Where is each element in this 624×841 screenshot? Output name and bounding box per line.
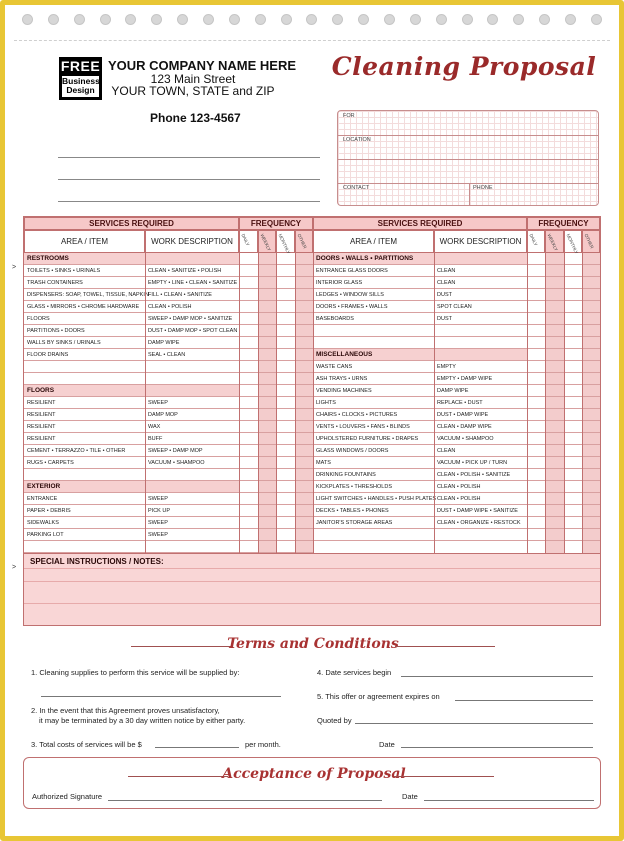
work-description-cell: REPLACE • DUST <box>437 399 483 406</box>
area-item-cell: FLOOR DRAINS <box>27 351 69 358</box>
area-item-cell: RESILIENT <box>27 435 56 442</box>
hole <box>384 14 395 25</box>
section-header-row <box>24 253 239 265</box>
left-services-required-header: SERVICES REQUIRED <box>24 217 239 230</box>
work-description-cell: SEAL • CLEAN <box>148 351 186 358</box>
area-item-cell: ASH TRAYS • URNS <box>316 375 368 382</box>
area-item-cell: PAPER • DEBRIS <box>27 507 71 514</box>
area-item-cell: TOILETS • SINKS • URINALS <box>27 267 101 274</box>
work-description-cell: DUST • DAMP MOP • SPOT CLEAN <box>148 327 238 334</box>
left-column-divider <box>145 253 146 553</box>
note-line <box>24 581 600 582</box>
area-item-cell: RESILIENT <box>27 399 56 406</box>
work-description-cell: DAMP WIPE <box>148 339 180 346</box>
table-row[interactable] <box>24 421 239 433</box>
table-row[interactable] <box>313 493 527 505</box>
right-area-item-header: AREA / ITEM <box>313 230 434 253</box>
table-row[interactable] <box>313 469 527 481</box>
section-header-row <box>313 253 527 265</box>
table-row[interactable] <box>313 265 527 277</box>
work-description-cell: CLEAN <box>437 279 456 286</box>
work-description-cell: DAMP WIPE <box>437 387 469 394</box>
hole <box>487 14 498 25</box>
divider <box>338 159 598 160</box>
table-row[interactable] <box>24 349 239 361</box>
section-header-row <box>24 385 239 397</box>
hole <box>332 14 343 25</box>
table-row[interactable] <box>24 541 239 553</box>
table-row[interactable] <box>313 529 527 541</box>
hole <box>255 14 266 25</box>
authorized-signature-label: Authorized Signature <box>32 792 103 801</box>
area-item-cell: INTERIOR GLASS <box>316 279 363 286</box>
company-phone: Phone 123-4567 <box>150 111 241 125</box>
supplies-field[interactable] <box>41 696 281 697</box>
form-title: Cleaning Proposal <box>331 52 597 81</box>
table-row[interactable] <box>24 337 239 349</box>
right-freq-label: DAILY <box>528 233 539 247</box>
total-cost-field[interactable] <box>155 747 239 748</box>
left-work-description-header: WORK DESCRIPTION <box>145 230 239 253</box>
right-column-divider <box>434 253 435 553</box>
area-item-cell: RESILIENT <box>27 411 56 418</box>
left-freq-label: DAILY <box>240 233 251 247</box>
right-freq-label: OTHER <box>583 233 595 250</box>
blank-line[interactable] <box>58 201 320 202</box>
phone-label: PHONE <box>473 185 493 191</box>
quoted-by-field[interactable] <box>355 723 593 724</box>
table-row[interactable] <box>313 433 527 445</box>
hole <box>565 14 576 25</box>
table-row[interactable] <box>313 277 527 289</box>
area-item-cell: TRASH CONTAINERS <box>27 279 83 286</box>
logo-line1: Business <box>62 76 100 86</box>
hole <box>203 14 214 25</box>
table-row[interactable] <box>313 409 527 421</box>
section-header-row <box>313 349 527 361</box>
work-description-cell: CLEAN • SANITIZE • POLISH <box>148 267 222 274</box>
acceptance-date-label: Date <box>402 792 418 801</box>
right-freq-label: MONTHLY <box>564 233 579 255</box>
work-description-cell: CLEAN • POLISH <box>148 303 192 310</box>
area-item-cell: ENTRANCE <box>27 495 58 502</box>
terms-date-label: Date <box>379 740 395 749</box>
terms-item-1: 1. Cleaning supplies to perform this service will be supplied by: <box>31 668 240 677</box>
work-description-cell: SWEEP • DAMP MOP • SANITIZE <box>148 315 233 322</box>
area-item-cell: VENTS • LOUVERS • FANS • BLINDS <box>316 423 410 430</box>
work-description-cell: CLEAN • POLISH • SANITIZE <box>437 471 511 478</box>
area-item-cell: DECKS • TABLES • PHONES <box>316 507 389 514</box>
hole <box>358 14 369 25</box>
acceptance-heading: Acceptance of Proposal <box>222 766 406 782</box>
table-row[interactable] <box>24 325 239 337</box>
work-description-cell: CLEAN • POLISH <box>437 483 481 490</box>
right-freq-label: WEEKLY <box>546 233 560 252</box>
work-description-cell: CLEAN <box>437 447 456 454</box>
customer-info-box <box>337 110 599 206</box>
terms-section <box>23 626 601 752</box>
area-item-cell: WALLS BY SINKS / URINALS <box>27 339 101 346</box>
work-description-cell: BUFF <box>148 435 163 442</box>
work-description-cell: SWEEP <box>148 519 168 526</box>
right-column-divider <box>527 253 528 553</box>
hole <box>436 14 447 25</box>
center-divider <box>313 217 314 553</box>
city-state-zip: YOUR TOWN, STATE and ZIP <box>111 84 275 98</box>
area-item-cell: KICKPLATES • THRESHOLDS <box>316 483 392 490</box>
terms-item-2b: it may be terminated by a 30 day written notice by either party. <box>39 716 246 725</box>
row-marker: > <box>12 264 17 271</box>
right-services-required-header: SERVICES REQUIRED <box>313 217 527 230</box>
hole <box>591 14 602 25</box>
section-title: MISCELLANEOUS <box>316 350 373 358</box>
hole <box>74 14 85 25</box>
table-row[interactable] <box>24 457 239 469</box>
divider <box>338 135 598 136</box>
start-date-field[interactable] <box>401 676 593 677</box>
work-description-cell: VACUUM • SHAMPOO <box>437 435 494 442</box>
table-row[interactable] <box>24 433 239 445</box>
hole <box>151 14 162 25</box>
left-freq-label: WEEKLY <box>258 233 272 252</box>
divider <box>469 183 470 205</box>
blank-line[interactable] <box>58 157 320 158</box>
hole <box>100 14 111 25</box>
company-name: YOUR COMPANY NAME HERE <box>108 58 297 73</box>
work-description-cell: WAX <box>148 423 161 430</box>
ornament-rule <box>131 646 231 647</box>
logo-free-text: FREE <box>60 58 101 74</box>
area-item-cell: VENDING MACHINES <box>316 387 372 394</box>
work-description-cell: CLEAN • DAMP WIPE <box>437 423 492 430</box>
special-instructions-heading: SPECIAL INSTRUCTIONS / NOTES: <box>30 557 164 566</box>
terms-date-field[interactable] <box>401 747 593 748</box>
table-row[interactable] <box>313 337 527 349</box>
table-row[interactable] <box>24 505 239 517</box>
street-address: 123 Main Street <box>150 72 236 86</box>
left-column-divider <box>295 253 296 553</box>
work-description-cell: DUST <box>437 315 452 322</box>
table-row[interactable] <box>24 313 239 325</box>
table-row[interactable] <box>24 265 239 277</box>
area-item-cell: PARKING LOT <box>27 531 64 538</box>
table-row[interactable] <box>313 445 527 457</box>
right-column-divider <box>545 253 546 553</box>
area-item-cell: JANITOR'S STORAGE AREAS <box>316 519 393 526</box>
area-item-cell: BASEBOARDS <box>316 315 354 322</box>
table-row[interactable] <box>313 385 527 397</box>
area-item-cell: DISPENSERS: SOAP, TOWEL, TISSUE, NAPKIN <box>27 291 149 298</box>
note-line <box>24 603 600 604</box>
area-item-cell: SIDEWALKS <box>27 519 59 526</box>
section-title: DOORS • WALLS • PARTITIONS <box>316 254 414 262</box>
right-work-description-header: WORK DESCRIPTION <box>434 230 527 253</box>
for-label: FOR <box>343 113 355 119</box>
table-row[interactable] <box>313 373 527 385</box>
area-item-cell: DRINKING FOUNTAINS <box>316 471 376 478</box>
work-description-cell: DUST • DAMP WIPE • SANITIZE <box>437 507 518 514</box>
hole <box>125 14 136 25</box>
expiry-date-field[interactable] <box>455 700 593 701</box>
location-label: LOCATION <box>343 137 371 143</box>
table-row[interactable] <box>313 325 527 337</box>
table-row[interactable] <box>24 517 239 529</box>
terms-item-3a: 3. Total costs of services will be $ <box>31 740 142 749</box>
area-item-cell: GLASS • MIRRORS • CHROME HARDWARE <box>27 303 140 310</box>
table-row[interactable] <box>313 457 527 469</box>
section-header-row <box>24 481 239 493</box>
area-item-cell: RUGS • CARPETS <box>27 459 74 466</box>
terms-item-3b: per month. <box>245 740 281 749</box>
right-column-divider <box>564 253 565 553</box>
area-item-cell: GLASS WINDOWS / DOORS <box>316 447 389 454</box>
binding-holes <box>14 14 610 32</box>
quoted-by-label: Quoted by <box>317 716 352 725</box>
area-item-cell: DOORS • FRAMES • WALLS <box>316 303 388 310</box>
work-description-cell: DUST <box>437 291 452 298</box>
work-description-cell: SWEEP <box>148 399 168 406</box>
divider <box>338 183 598 184</box>
hole <box>306 14 317 25</box>
work-description-cell: SWEEP <box>148 531 168 538</box>
terms-item-5: 5. This offer or agreement expires on <box>317 692 440 701</box>
row-marker: > <box>12 564 17 571</box>
work-description-cell: CLEAN <box>437 267 456 274</box>
area-item-cell: UPHOLSTERED FURNITURE • DRAPES <box>316 435 419 442</box>
work-description-cell: SPOT CLEAN <box>437 303 472 310</box>
table-row[interactable] <box>313 397 527 409</box>
hole <box>229 14 240 25</box>
left-column-divider <box>239 253 240 553</box>
left-area-item-header: AREA / ITEM <box>24 230 145 253</box>
table-row[interactable] <box>24 301 239 313</box>
special-instructions-box[interactable] <box>23 553 601 626</box>
perforation-line <box>14 40 610 41</box>
work-description-cell: CLEAN • ORGANIZE • RESTOCK <box>437 519 521 526</box>
hole <box>410 14 421 25</box>
section-title: EXTERIOR <box>27 482 61 490</box>
left-freq-label: OTHER <box>295 233 308 250</box>
table-row[interactable] <box>313 505 527 517</box>
area-item-cell: LIGHT SWITCHES • HANDLES • PUSH PLATES <box>316 495 437 502</box>
area-item-cell: RESILIENT <box>27 423 56 430</box>
left-freq-label: MONTHLY <box>277 233 292 255</box>
area-item-cell: CHAIRS • CLOCKS • PICTURES <box>316 411 398 418</box>
area-item-cell: LIGHTS <box>316 399 336 406</box>
hole <box>513 14 524 25</box>
area-item-cell: ENTRANCE GLASS DOORS <box>316 267 388 274</box>
logo-business-design <box>62 76 99 97</box>
ornament-rule <box>395 646 495 647</box>
table-row[interactable] <box>24 493 239 505</box>
table-row[interactable] <box>24 397 239 409</box>
hole <box>22 14 33 25</box>
hole <box>462 14 473 25</box>
table-row[interactable] <box>24 289 239 301</box>
area-item-cell: CEMENT • TERRAZZO • TILE • OTHER <box>27 447 126 454</box>
table-row[interactable] <box>313 361 527 373</box>
terms-item-4: 4. Date services begin <box>317 668 392 677</box>
work-description-cell: CLEAN • POLISH <box>437 495 481 502</box>
acceptance-box <box>23 757 601 809</box>
area-item-cell: PARTITIONS • DOORS <box>27 327 85 334</box>
table-row[interactable] <box>24 445 239 457</box>
acceptance-date-field[interactable] <box>424 800 594 801</box>
blank-line[interactable] <box>58 179 320 180</box>
work-description-cell: PICK UP <box>148 507 171 514</box>
work-description-cell: DAMP MOP <box>148 411 178 418</box>
hole <box>281 14 292 25</box>
table-row[interactable] <box>24 409 239 421</box>
right-frequency-header: FREQUENCY <box>527 217 600 230</box>
table-row[interactable] <box>24 277 239 289</box>
signature-field[interactable] <box>108 800 382 801</box>
section-title: FLOORS <box>27 386 55 394</box>
ornament-rule <box>394 776 494 777</box>
table-row[interactable] <box>313 517 527 529</box>
work-description-cell: DUST • DAMP WIPE <box>437 411 489 418</box>
company-logo <box>59 57 102 100</box>
area-item-cell: MATS <box>316 459 331 466</box>
ornament-rule <box>128 776 228 777</box>
area-item-cell: LEDGES • WINDOW SILLS <box>316 291 384 298</box>
table-row[interactable] <box>313 481 527 493</box>
note-line <box>24 568 600 569</box>
hole <box>177 14 188 25</box>
table-row[interactable] <box>313 421 527 433</box>
work-description-cell: EMPTY • LINE • CLEAN • SANITIZE <box>148 279 238 286</box>
logo-line2: Design <box>66 85 95 95</box>
work-description-cell: EMPTY <box>437 363 456 370</box>
table-row[interactable] <box>24 361 239 373</box>
work-description-cell: VACUUM • PICK UP / TURN <box>437 459 508 466</box>
section-title: RESTROOMS <box>27 254 69 262</box>
table-row[interactable] <box>313 301 527 313</box>
left-column-divider <box>276 253 277 553</box>
left-frequency-header: FREQUENCY <box>239 217 313 230</box>
work-description-cell: VACUUM • SHAMPOO <box>148 459 205 466</box>
table-row[interactable] <box>24 529 239 541</box>
contact-label: CONTACT <box>343 185 370 191</box>
area-item-cell: WASTE CANS <box>316 363 353 370</box>
work-description-cell: EMPTY • DAMP WIPE <box>437 375 493 382</box>
work-description-cell: SWEEP • DAMP MOP <box>148 447 203 454</box>
company-address <box>108 73 278 97</box>
work-description-cell: FILL • CLEAN • SANITIZE <box>148 291 212 298</box>
left-column-divider <box>258 253 259 553</box>
terms-item-2a: 2. In the event that this Agreement proves unsatisfactory, <box>31 706 220 715</box>
table-row[interactable] <box>313 289 527 301</box>
terms-heading: Terms and Conditions <box>227 636 399 652</box>
work-description-cell: SWEEP <box>148 495 168 502</box>
table-row[interactable] <box>24 373 239 385</box>
table-row[interactable] <box>24 469 239 481</box>
hole <box>539 14 550 25</box>
right-column-divider <box>582 253 583 553</box>
table-row[interactable] <box>313 313 527 325</box>
area-item-cell: FLOORS <box>27 315 50 322</box>
hole <box>48 14 59 25</box>
